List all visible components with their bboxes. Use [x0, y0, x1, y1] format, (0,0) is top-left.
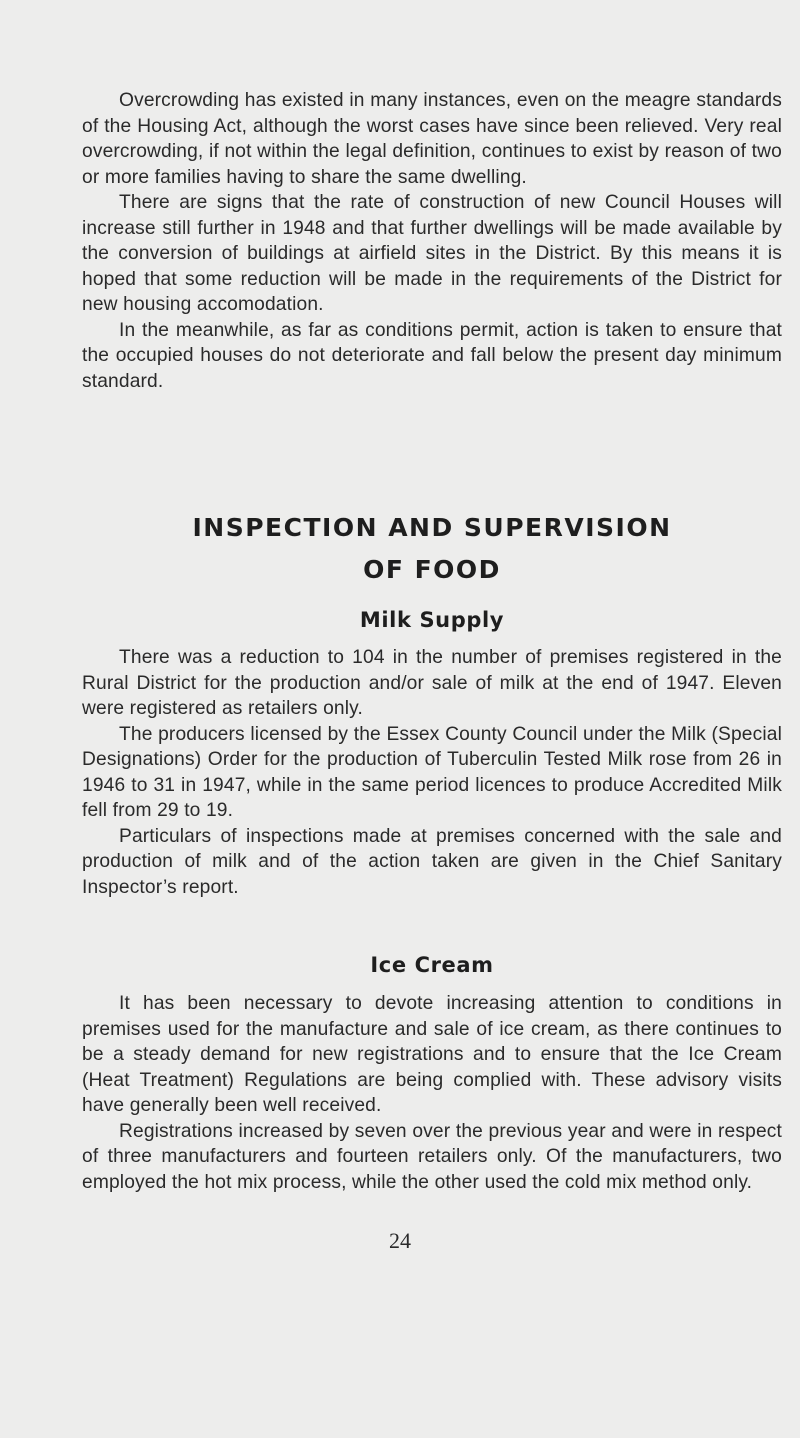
housing-paragraph-overcrowding: Overcrowding has existed in many instances, even on the meagre standards of the Housing Act, although the worst cases have since been relieved. Very real overcrowding, if not within the legal definition, continues to exist by reason of two or more families having to share the same dwelling.	[82, 90, 782, 188]
ice-cream-paragraph-conditions: It has been necessary to devote increasing attention to conditions in premises used for the manufacture and sale of ice cream, as there continues to be a steady demand for new registrations and to ensure that the Ice Cream (Heat Treatment) Regulations are being complied with. These advisory visits have generally been well received.	[82, 993, 782, 1116]
ice-cream-section	[82, 991, 782, 1195]
milk-supply-heading: Milk Supply	[359, 608, 505, 632]
section-heading-food-line2: OF FOOD	[363, 555, 501, 584]
page-number: 24	[389, 1228, 411, 1253]
ice-cream-paragraph-registrations: Registrations increased by seven over the previous year and were in respect of three manufacturers and fourteen retailers only. Of the manufacturers, two employed the hot mix process, while the other used the cold mix method only.	[82, 1120, 782, 1193]
section-heading-food-line1: INSPECTION AND SUPERVISION	[192, 513, 672, 542]
ice-cream-heading: Ice Cream	[370, 953, 494, 977]
housing-paragraph-meanwhile: In the meanwhile, as far as conditions permit, action is taken to ensure that the occupied houses do not deteriorate and fall below the present day minimum standard.	[82, 319, 782, 392]
milk-paragraph-producers: The producers licensed by the Essex County Council under the Milk (Special Designations) Order for the production of Tuberculin Tested Milk rose from 26 in 1946 to 31 in 1947, while in the same period licences to produce Accredited Milk fell from 29 to 19.	[82, 723, 782, 821]
housing-section	[82, 88, 782, 394]
housing-paragraph-construction: There are signs that the rate of construction of new Council Houses will increase still further in 1948 and that further dwellings will be made available by the conversion of buildings at airfield sites in the District. By this means it is hoped that some reduction will be made in the requirements of the District for new housing accomodation.	[82, 192, 782, 315]
milk-paragraph-inspections: Particulars of inspections made at premises concerned with the sale and production of milk and of the action taken are given in the Chief Sanitary Inspector’s report.	[82, 825, 782, 898]
milk-supply-section	[82, 645, 782, 900]
milk-paragraph-premises: There was a reduction to 104 in the number of premises registered in the Rural District for the production and/or sale of milk at the end of 1947. Eleven were registered as retailers only.	[82, 647, 782, 719]
